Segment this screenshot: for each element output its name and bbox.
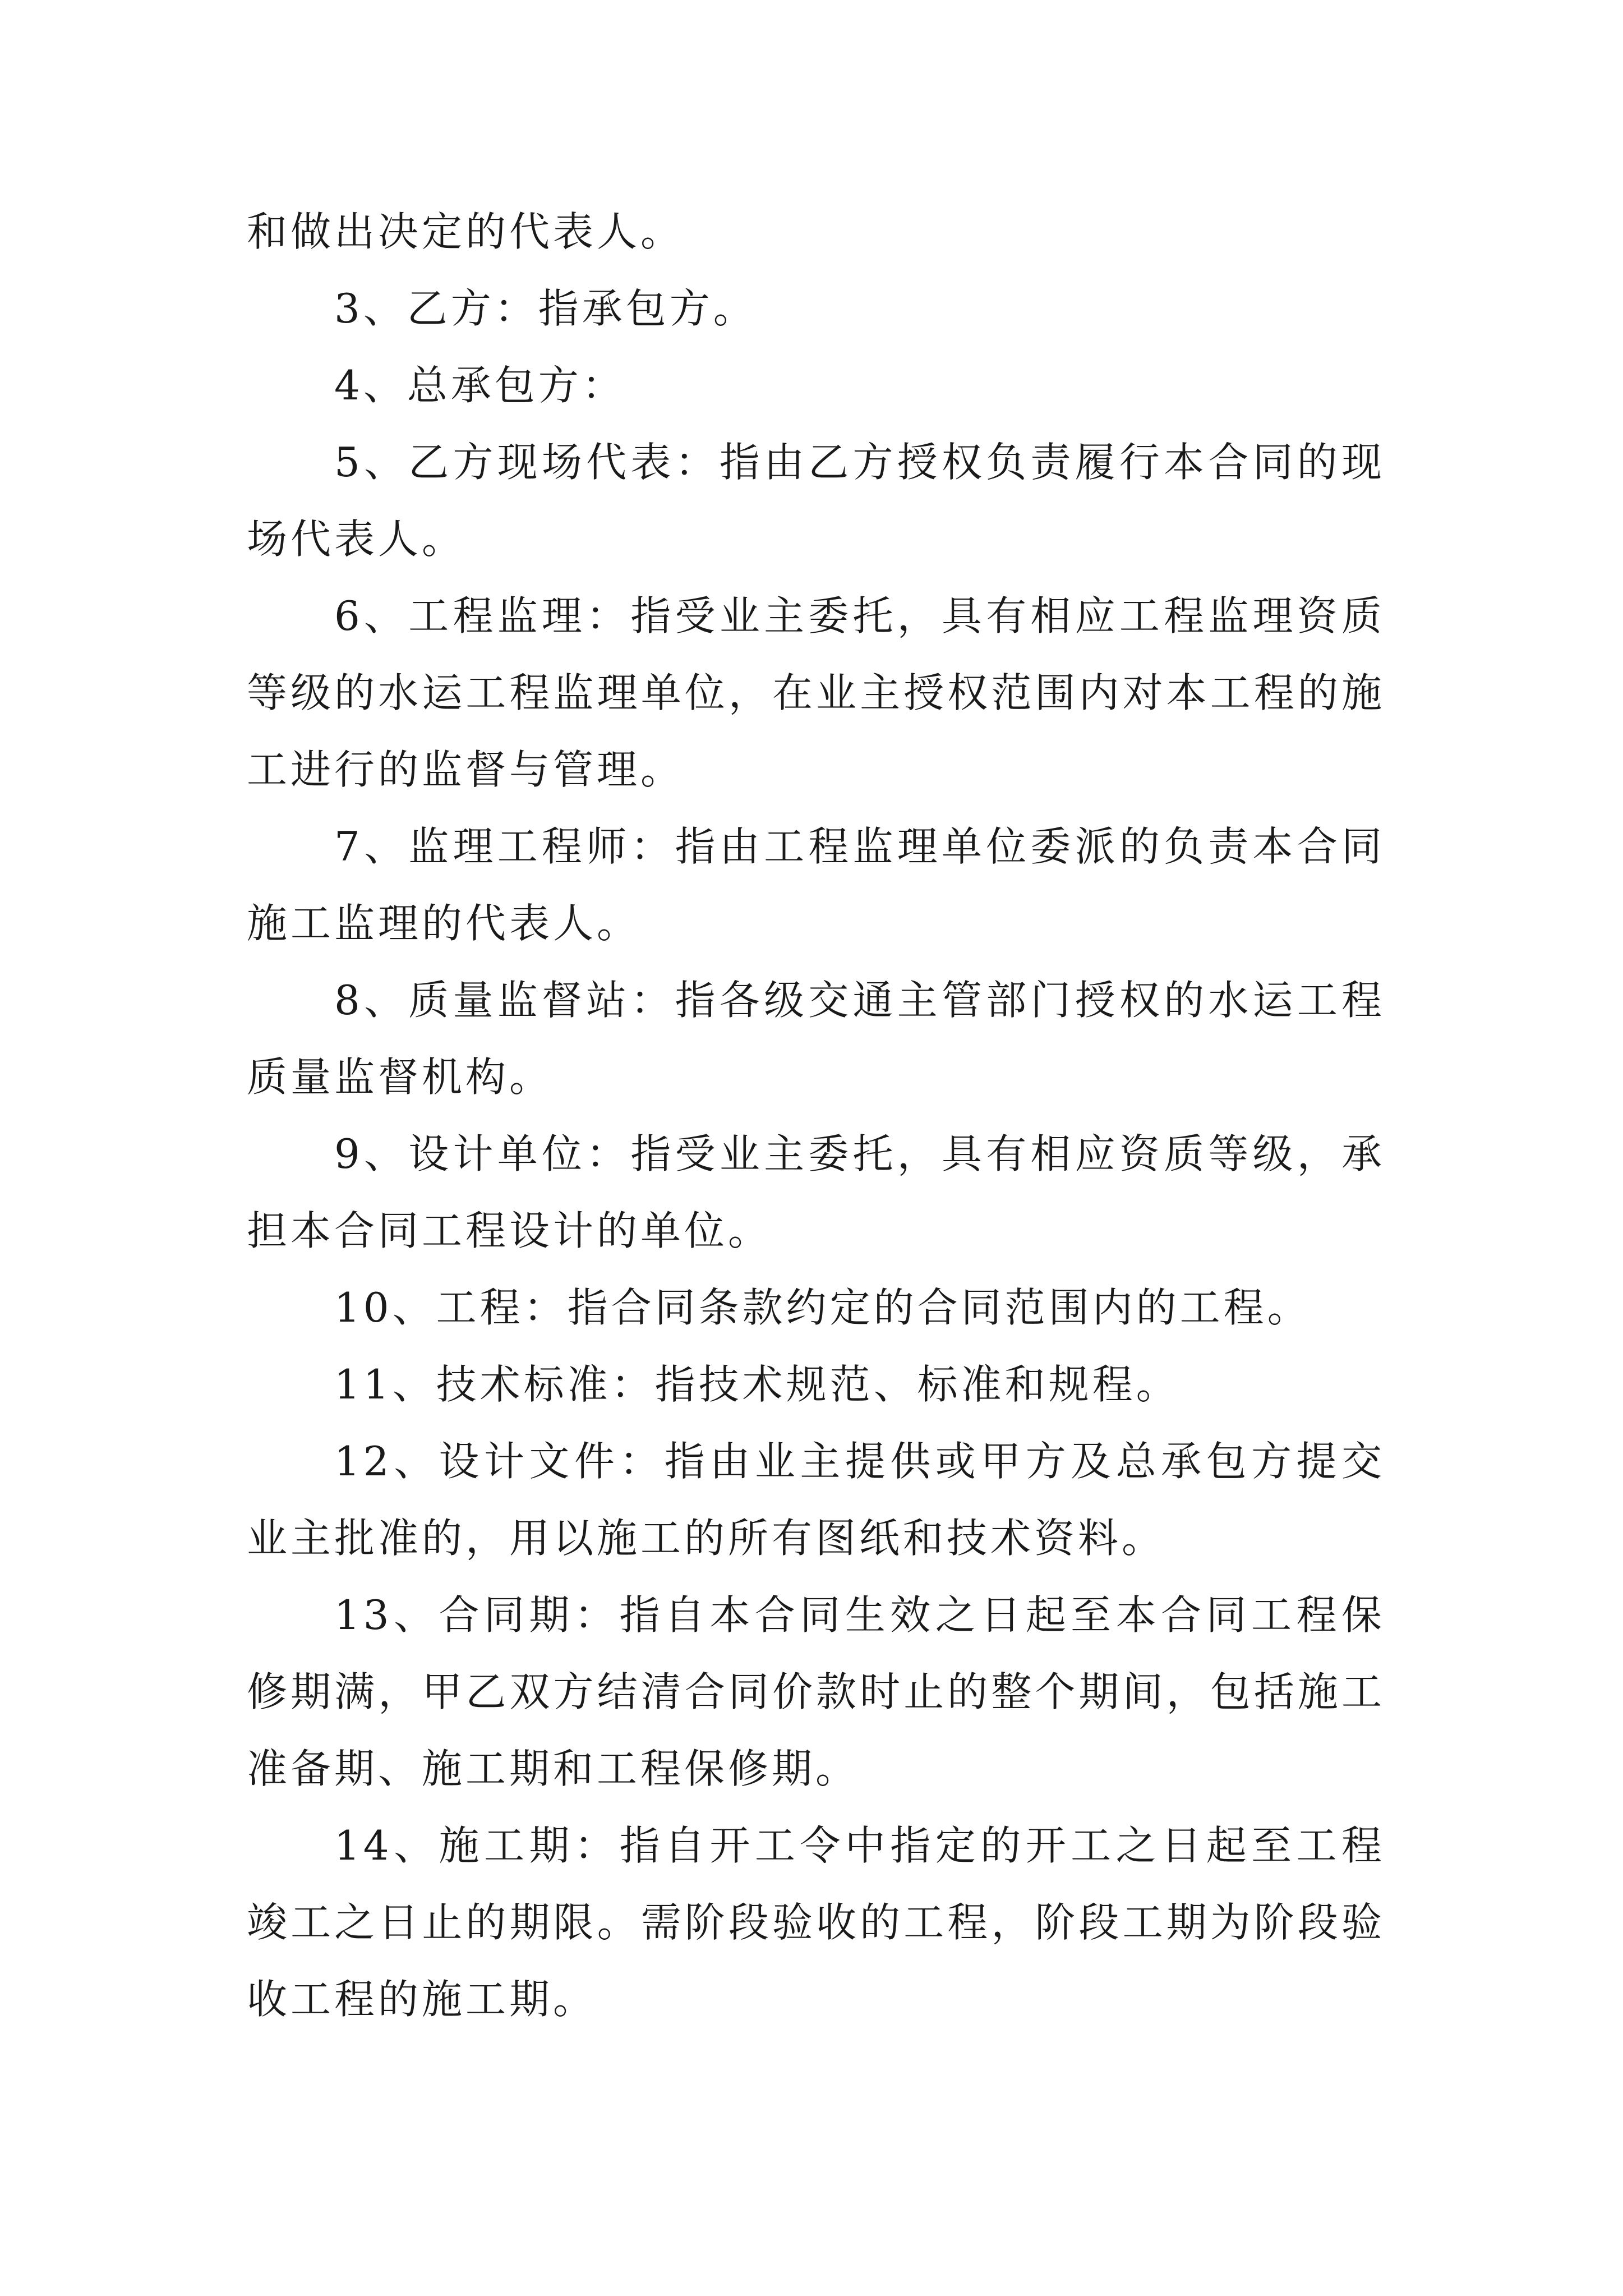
clause-6: 6、工程监理：指受业主委托，具有相应工程监理资质等级的水运工程监理单位，在业主授权范围内对本工程的施工进行的监督与管理。 [247,592,1385,793]
clause-3: 3、乙方：指承包方。 [334,285,757,332]
clause-9: 9、设计单位：指受业主委托，具有相应资质等级，承担本合同工程设计的单位。 [247,1130,1385,1254]
clause-4: 4、总承包方： [334,362,626,409]
clause-8: 8、质量监督站：指各级交通主管部门授权的水运工程质量监督机构。 [247,977,1385,1101]
clause-11: 11、技术标准：指技术规范、标准和规程。 [334,1361,1180,1408]
clause-14: 14、施工期：指自开工令中指定的开工之日起至工程竣工之日止的期限。需阶段验收的工程，阶段工期为阶段验收工程的施工期。 [247,1822,1385,2023]
document-body [247,194,1385,2038]
clause-13: 13、合同期：指自本合同生效之日起至本合同工程保修期满，甲乙双方结清合同价款时止的整个期间，包括施工准备期、施工期和工程保修期。 [247,1591,1385,1792]
paragraph-continuation: 和做出决定的代表人。 [247,208,685,255]
clause-5: 5、乙方现场代表：指由乙方授权负责履行本合同的现场代表人。 [247,439,1385,563]
clause-7: 7、监理工程师：指由工程监理单位委派的负责本合同施工监理的代表人。 [247,823,1385,947]
clause-10: 10、工程：指合同条款约定的合同范围内的工程。 [334,1284,1311,1331]
clause-12: 12、设计文件：指由业主提供或甲方及总承包方提交业主批准的，用以施工的所有图纸和技术资料。 [247,1438,1385,1562]
